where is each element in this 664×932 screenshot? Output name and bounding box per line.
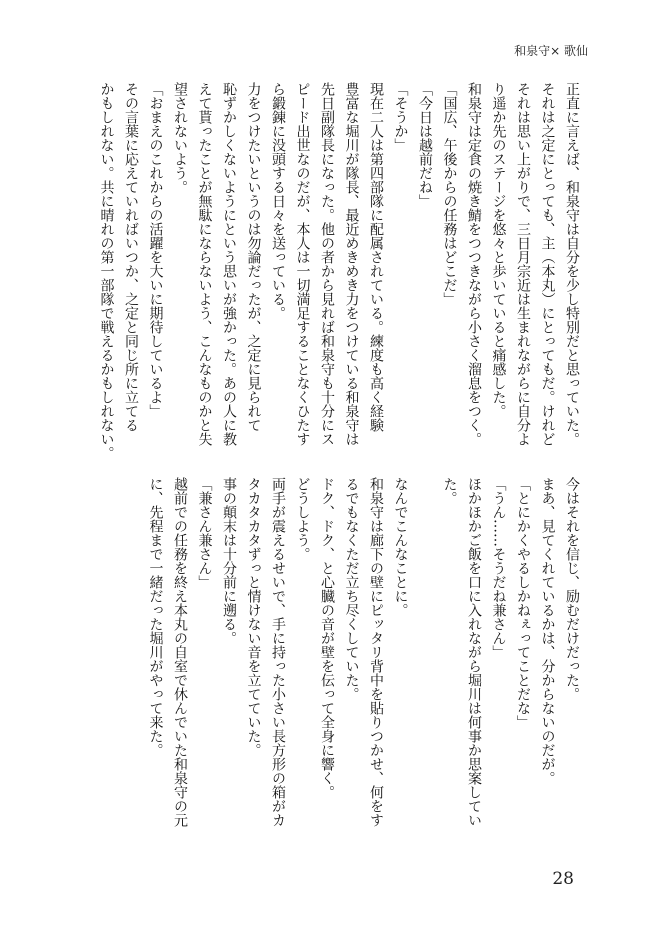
text-line: タカタカタずっと情けない音を立てていた。 [245,477,262,757]
text-line: 「国広、午後からの任務はどこだ」 [441,82,458,306]
text-line: 和泉守は定食の焼き鯖をつつきながら小さく溜息をつく。 [466,82,482,446]
text-line: 「そうか」 [392,82,409,152]
text-line: 力をつけたいというのは勿論だったが、之定に見られて [245,82,262,432]
text-line: 豊富な堀川が隊長、最近めきめき力をつけている和泉守は [343,82,360,446]
text-block-lower [124,477,584,847]
text-line: まあ、見てくれているかは、分からないのだが。 [539,477,556,785]
text-line: それは思い上がりで、三日月宗近は生まれながらに自分よ [515,82,531,446]
text-line: 望されないよう。 [172,82,188,194]
text-line: るでもなくただ立ち尽くしていた。 [343,477,360,701]
text-line: 「今日は越前だね」 [417,82,433,208]
text-line: それは之定にとっても、主（本丸）にとってもだ。けれど [539,82,556,446]
text-line: かもしれない。共に晴れの第一部隊で戦えるかもしれない。 [98,82,115,460]
text-line: り遥か先のステージを悠々と歩いていると痛感した。 [490,82,507,418]
running-header: 和泉守× 歌仙 [514,44,588,58]
text-line: 恥ずかしくないようにという思いが強かった。あの人に教 [221,82,237,446]
text-line: 事の顛末は十分前に遡る。 [221,477,237,645]
text-line: 「おまえのこれからの活躍を大いに期待しているよ」 [147,82,164,418]
text-line: 和泉守は廊下の壁にピッタリ背中を貼りつかせ、何をす [368,477,384,827]
text-block-upper [98,82,584,462]
text-line: 両手が震えるせいで、手に持った小さい長方形の箱がカ [270,477,286,827]
text-line: に、先程まで一緒だった堀川がやって来た。 [147,477,164,757]
text-line: 「兼さん兼さん」 [196,477,213,589]
text-line: た。 [441,477,458,505]
text-line: なんでこんなことに。 [392,477,409,617]
text-line: 今はそれを信じ、励むだけだった。 [564,477,580,701]
text-line: 「とにかくやるしかねぇってことだな」 [515,477,531,729]
text-line: ドク、ドク、と心臓の音が壁を伝って全身に響く。 [319,477,335,799]
text-line: その言葉に応えていればいつか、之定と同じ所に立てる [123,82,139,432]
text-line: 先日副隊長になった。他の者から見れば和泉守も十分にス [319,82,335,446]
text-line: 「うん……そうだね兼さん」 [490,477,507,659]
text-line: ほかほかご飯を口に入れながら堀川は何事か思案してい [466,477,482,827]
text-line: ら鍛錬に没頭する日々を送っている。 [270,82,286,320]
text-line: 正直に言えば、和泉守は自分を少し特別だと思っていた。 [564,82,580,446]
text-line: ピード出世なのだが、本人は一切満足することなくひたす [294,82,311,446]
page-number: 28 [552,869,574,889]
text-line: 現在二人は第四部隊に配属されている。練度も高く経験 [368,82,384,432]
text-line: えて貰ったことが無駄にならないよう、こんなものかと失 [196,82,213,446]
text-line [413,477,438,847]
text-line: 越前での任務を終え本丸の自室で休んでいた和泉守の元 [172,477,188,827]
text-line: どうしよう。 [294,477,311,561]
